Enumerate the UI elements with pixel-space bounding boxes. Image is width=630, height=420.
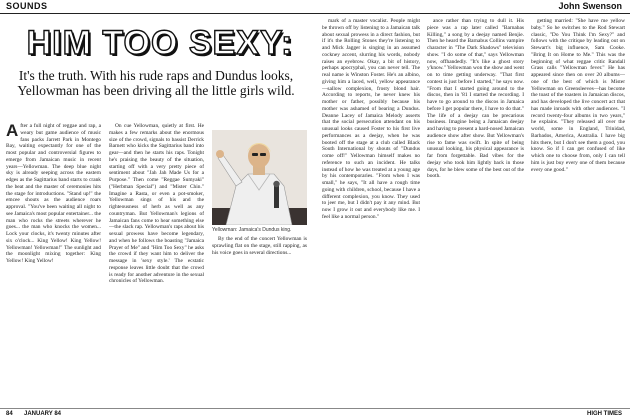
body-text: ance rather than trying to dull it. His piece was a rap later called "Barnabas Killing," a song by a deejay named Benjie. Then he heard the Barnabus Collins vampire character in "The Dark Shadows" television show. "I do some of that," says Yellowman now, offhandedly. "It's like a ghost story y'know." Yellowman won the show and went on to time getting underway. "That first contest is just before I started," he says now. "From that I started going around to the discos, then in '81 I started the recording. I have to go around to the discos in Jamaica before I get popular there, I have to do that." The life of a deejay can be precarious business. Imagine being a Jamaican deejay and having to present a hard-nosed Jamaican audience show after show. But Yellowman's rise to fame was swift. In spite of being unusual looking, his physical appearance is far from forgettable. Bad vibes for the deejay who took him lightly back in those days, for he blew some of the best out of the booth. <box>427 18 524 180</box>
page-footer <box>0 408 630 420</box>
magazine-name: HIGH TIMES <box>586 411 622 417</box>
body-column-1 <box>6 123 101 405</box>
body-column-4 <box>322 18 420 403</box>
article-headline: HIM TOO SEXY: <box>26 24 294 62</box>
body-text: On cue Yellowman, quietly at first. He makes a few remarks about the enormous size of the crowd, signals to bassist Derrick Barnett who kicks the Sagittarius band into gear—and then he starts his raps. Tonight he's praising the beauty of the situation, starting off with a very pretty piece of sentiment about "Jah Jah Made Us for a Purpose." Then come "Reggae Sumyaki" ("Herbman Special") and "Mister Chin." Imagine a Rasta, or even a pot-smoker, Yellowman sings of his and the righteousness of herb as well as any countryman. But Yellowman's legions of Jamaican fans come to hear something else—the slack rap. Yellowman's raps about his sexual prowess have become legendary, and when he follows the boasting "Jamaica Prayer of Me" and "Him Too Sexy" he asks the crowd if they want him to deliver the message in 'sexy style.' The ecstatic response leaves little doubt that the crowd is ready for another adventure in the sexual chronicles of Yellowman. <box>109 123 204 285</box>
author-byline: John Swenson <box>558 1 622 11</box>
body-column-5 <box>427 18 524 403</box>
drop-cap: A <box>6 123 19 140</box>
body-text: getting married: "She have me yellow baby." So he switches to the Rod Stewart classic, "Do You Think I'm Sexy?" and follows with the critique by leading out on Stewart's big influence, Sam Cooke. "Bring It on Home to Me." This was the beginning of what reggae critic Randall Grass calls "Yellowman fever." He has appeared since then on over 20 albums—one of the best of which is Mister Yellowman on Greensleeves—has become the toast of the toasters in Jamaican discos, and has developed the live concert act that has made inroads with other audiences. "I record twenty-four albums in two years," he explains. "They released all over the world, some in England, Trinidad, Barbados, America, Australia. I have big hits there, but I don't see them a good, you know. So if I can get confused of like which one to choose from, only I can tell him is just buy every one of them because every one good." <box>531 18 625 173</box>
body-column-3 <box>212 236 307 405</box>
body-column-6 <box>531 18 625 403</box>
issue-date: JANUARY 84 <box>24 411 62 417</box>
section-label: SOUNDS <box>6 1 48 11</box>
body-text: mark of a master vocalist. People might be thrown off by listening to a Jamaican talk about sexual prowess in a direct fashion, but if it's the Rolling Stones they're listening to and Mick Jagger is singing in an assumed cockney accent, slurring his words, nobody raises an eyebrow. Okay, a bit of history, perhaps apocryphal, you can never tell. The real name is Winston Foster. He's an albino, giving him a laced, well, yellow appearance—sallow complexion, frosty blond hair. According to reports, he never knew his mother or father, possibly because his mother was ashamed of bearing a Dundus. Deanne Lacey of Jamaica Melody asserts that the social persecution attendant on his unusual looks caused Foster to his first live performances as a deejay, when he was booted off the stage at a club called Black South International by shouts of "Dundus come off!" Yellowman himself makes no reference to such an incident. He talks instead of how he was treated at a young age by his contemporaries. "From when I was small," he says, "It all have a rough time going with children, school, because I have a different complexion, you know. They used to jeer me, but I didn't pay it any mind. But now I grow it out and everybody like me. I feel like a normal person." <box>322 18 420 220</box>
page-number: 84 <box>6 411 13 417</box>
photo-caption: Yellowman: Jamaica's Dundus king. <box>212 227 292 233</box>
body-text: By the end of the concert Yellowman is sprawling flat on the stage, still rapping, as his voice goes in several directions... <box>212 236 307 256</box>
article-deck: It's the truth. With his rude raps and Dundus looks, Yellowman has been driving all the little girls wild. <box>17 68 295 98</box>
page-header <box>0 0 630 14</box>
yellowman-photo <box>212 130 307 225</box>
body-text: fter a full night of reggae and rap, a weary but game audience of music fans packs Jarrett Park in Montego Bay, waiting expectantly for one of the most popular and controversial figures to emerge from Jamaican music in recent years—Yellowman. The deep blue night sky is already seeping across the eastern edges as the Sagittarius band starts to crank the beat and the master of ceremonies hits the stage for introductions. "Stand up!" the emcee shouts as the audience roars approval. "You've been waiting all night to see Jamaica's most popular entertainer... the man who rocks the streets wherever he goes... the man who knocks the women... Lock your clocks, it's twenty minutes after six o'clock... King Yellow! King Yellow! Yellowman! Yellowman!" The sunlight and the moonlight mixing together: King Yellow! King Yellow! <box>6 123 101 264</box>
performer-photo-icon <box>212 130 307 225</box>
body-column-2 <box>109 123 204 405</box>
